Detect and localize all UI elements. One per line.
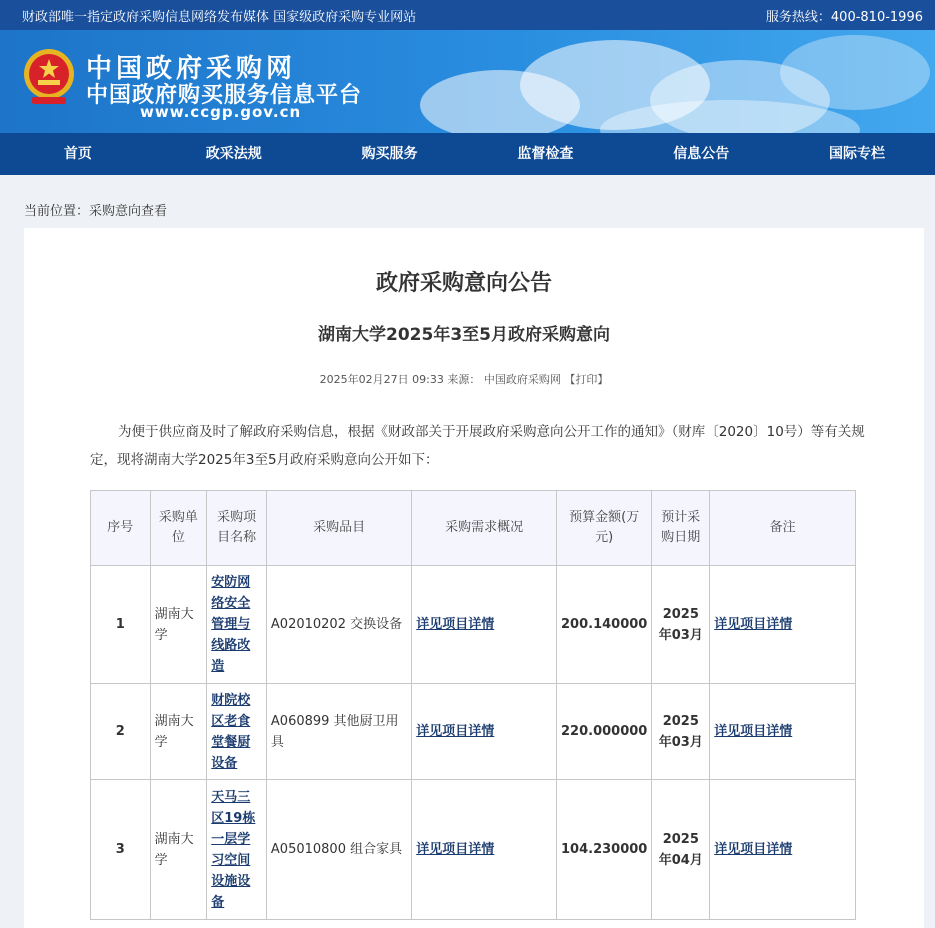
header-unit: 采购单位 (150, 491, 207, 566)
header-banner (0, 30, 935, 133)
row-budget: 200.140000 (557, 566, 652, 684)
row-item: A02010202 交换设备 (266, 566, 411, 684)
need-detail-link[interactable]: 详见项目详情 (416, 724, 495, 739)
logo-subtitle: 中国政府购买服务信息平台 (86, 83, 363, 108)
nav-announcements[interactable]: 信息公告 (673, 146, 730, 162)
table-row (91, 566, 856, 684)
article-subtitle: 湖南大学2025年3至5月政府采购意向 (318, 325, 610, 345)
row-unit: 湖南大学 (150, 684, 207, 780)
procurement-table (90, 490, 856, 920)
note-detail-link[interactable]: 详见项目详情 (714, 842, 793, 857)
header-name: 采购项目名称 (207, 491, 267, 566)
project-name-link[interactable]: 安防网络安全管理与线路改造 (211, 575, 251, 674)
header-note: 备注 (710, 491, 856, 566)
row-item: A060899 其他厨卫用具 (266, 684, 411, 780)
top-bar (0, 0, 935, 30)
page-title: 政府采购意向公告 (375, 271, 552, 296)
header-item: 采购品目 (266, 491, 411, 566)
nav-international[interactable]: 国际专栏 (829, 146, 886, 162)
note-detail-link[interactable]: 详见项目详情 (714, 724, 793, 739)
project-name-link[interactable]: 财院校区老食堂餐厨设备 (211, 692, 251, 771)
source-label: 来源： (447, 373, 481, 386)
project-name-link[interactable]: 天马三区19栋一层学习空间设施设备 (211, 789, 256, 910)
breadcrumb-label: 当前位置： (24, 204, 90, 219)
logo-url: www.ccgp.gov.cn (140, 103, 302, 121)
logo-title: 中国政府采购网 (86, 54, 297, 84)
nav-supervision[interactable]: 监督检查 (517, 146, 574, 162)
content-panel (24, 228, 924, 928)
row-unit: 湖南大学 (150, 566, 207, 684)
row-budget: 104.230000 (557, 780, 652, 920)
breadcrumb (24, 200, 167, 219)
top-bar-slogan: 财政部唯一指定政府采购信息网络发布媒体 国家级政府采购专业网站 (22, 10, 417, 25)
header-no: 序号 (91, 491, 151, 566)
source-name: 中国政府采购网 (483, 373, 561, 386)
row-no: 2 (91, 684, 151, 780)
article-meta (24, 371, 904, 387)
header-need: 采购需求概况 (412, 491, 557, 566)
row-date: 2025年03月 (652, 684, 710, 780)
intro-paragraph: 为便于供应商及时了解政府采购信息，根据《财政部关于开展政府采购意向公开工作的通知》（财库〔2020〕10号）等有关规定，现将湖南大学2025年3至5月政府采购意向公开如下： (90, 424, 865, 468)
row-date: 2025年04月 (652, 780, 710, 920)
table-row (91, 780, 856, 920)
note-detail-link[interactable]: 详见项目详情 (714, 617, 793, 632)
table-header-row (91, 491, 856, 566)
row-no: 1 (91, 566, 151, 684)
main-nav (0, 133, 935, 175)
nav-purchase-service[interactable]: 购买服务 (361, 146, 418, 162)
nav-regulations[interactable]: 政采法规 (205, 146, 262, 162)
row-item: A05010800 组合家具 (266, 780, 411, 920)
row-unit: 湖南大学 (150, 780, 207, 920)
breadcrumb-current[interactable]: 采购意向查看 (89, 204, 168, 219)
hotline: 服务热线：400-810-1996 (765, 10, 923, 25)
need-detail-link[interactable]: 详见项目详情 (416, 617, 495, 632)
need-detail-link[interactable]: 详见项目详情 (416, 842, 495, 857)
national-emblem-icon (22, 47, 76, 107)
row-no: 3 (91, 780, 151, 920)
header-date: 预计采购日期 (652, 491, 710, 566)
row-date: 2025年03月 (652, 566, 710, 684)
table-row (91, 684, 856, 780)
publish-date: 2025年02月27日 09:33 (319, 373, 444, 386)
row-budget: 220.000000 (557, 684, 652, 780)
print-link[interactable]: 【打印】 (564, 373, 609, 386)
nav-home[interactable]: 首页 (63, 146, 92, 162)
header-budget: 预算金额(万元) (557, 491, 652, 566)
